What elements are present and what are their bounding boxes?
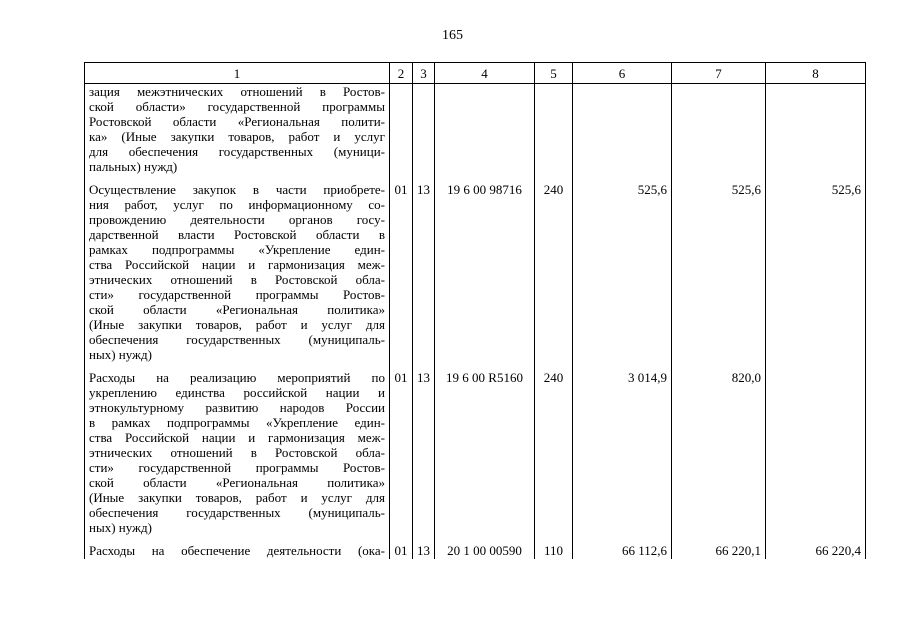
row-description — [85, 370, 390, 543]
subsection-code — [413, 84, 435, 183]
column-number-header-row — [85, 63, 866, 84]
expense-type-code: 240 — [535, 182, 573, 370]
description-line: ства Российской нации и гармонизация меж- — [89, 257, 385, 272]
description-line: (Иные закупки товаров, работ и услуг для — [89, 317, 385, 332]
row-description — [85, 543, 390, 559]
amount-year-3: 66 220,4 — [766, 543, 866, 559]
column-header-5: 5 — [535, 63, 573, 84]
amount-year-2 — [672, 84, 766, 183]
expense-type-code: 110 — [535, 543, 573, 559]
subsection-code: 13 — [413, 182, 435, 370]
description-line: Расходы на реализацию мероприятий по — [89, 370, 385, 385]
row-description — [85, 182, 390, 370]
description-line: Осуществление закупок в части приобрете- — [89, 182, 385, 197]
amount-year-3 — [766, 84, 866, 183]
amount-year-1: 3 014,9 — [573, 370, 672, 543]
description-line: ка» (Иные закупки товаров, работ и услуг — [89, 129, 385, 144]
amount-year-2: 66 220,1 — [672, 543, 766, 559]
budget-table — [84, 62, 866, 559]
description-line: этнокультурному развитию народов России — [89, 400, 385, 415]
section-code: 01 — [390, 543, 413, 559]
amount-year-2: 820,0 — [672, 370, 766, 543]
column-header-4: 4 — [435, 63, 535, 84]
amount-year-3 — [766, 370, 866, 543]
section-code: 01 — [390, 370, 413, 543]
amount-year-2: 525,6 — [672, 182, 766, 370]
description-line: обеспечения государственных (муниципаль- — [89, 505, 385, 520]
row-description — [85, 84, 390, 183]
section-code: 01 — [390, 182, 413, 370]
description-line: ния работ, услуг по информационному со- — [89, 197, 385, 212]
description-line: сти» государственной программы Ростов- — [89, 460, 385, 475]
amount-year-3: 525,6 — [766, 182, 866, 370]
subsection-code: 13 — [413, 370, 435, 543]
description-line: обеспечения государственных (муниципаль- — [89, 332, 385, 347]
description-line: дарственной власти Ростовской области в — [89, 227, 385, 242]
description-line: ных) нужд) — [89, 520, 152, 535]
description-line: сти» государственной программы Ростов- — [89, 287, 385, 302]
description-line: ных) нужд) — [89, 347, 152, 362]
amount-year-1 — [573, 84, 672, 183]
description-line: в рамках подпрограммы «Укрепление един- — [89, 415, 385, 430]
description-line: для обеспечения государственных (муници- — [89, 144, 385, 159]
column-header-2: 2 — [390, 63, 413, 84]
column-header-3: 3 — [413, 63, 435, 84]
amount-year-1: 525,6 — [573, 182, 672, 370]
description-line: провождению деятельности органов госу- — [89, 212, 385, 227]
target-article-code — [435, 84, 535, 183]
page-number: 165 — [442, 28, 463, 43]
expense-type-code — [535, 84, 573, 183]
table-row — [85, 182, 866, 370]
expense-type-code: 240 — [535, 370, 573, 543]
subsection-code: 13 — [413, 543, 435, 559]
section-code — [390, 84, 413, 183]
column-header-8: 8 — [766, 63, 866, 84]
description-line: Расходы на обеспечение деятельности (ока- — [89, 543, 385, 558]
table-row — [85, 370, 866, 543]
description-line: (Иные закупки товаров, работ и услуг для — [89, 490, 385, 505]
description-line: укреплению единства российской нации и — [89, 385, 385, 400]
column-header-6: 6 — [573, 63, 672, 84]
target-article-code: 19 6 00 R5160 — [435, 370, 535, 543]
description-line: ской области «Региональная политика» — [89, 302, 385, 317]
description-line: ства Российской нации и гармонизация меж- — [89, 430, 385, 445]
target-article-code: 19 6 00 98716 — [435, 182, 535, 370]
target-article-code: 20 1 00 00590 — [435, 543, 535, 559]
amount-year-1: 66 112,6 — [573, 543, 672, 559]
description-line: этнических отношений в Ростовской обла- — [89, 445, 385, 460]
description-line: пальных) нужд) — [89, 159, 178, 174]
description-line: этнических отношений в Ростовской обла- — [89, 272, 385, 287]
description-line: рамках подпрограммы «Укрепление един- — [89, 242, 385, 257]
description-line: зация межэтнических отношений в Ростов- — [89, 84, 385, 99]
description-line: Ростовской области «Региональная полити- — [89, 114, 385, 129]
table-row — [85, 84, 866, 183]
description-line: ской области «Региональная политика» — [89, 475, 385, 490]
column-header-1: 1 — [85, 63, 390, 84]
description-line: ской области» государственной программы — [89, 99, 385, 114]
column-header-7: 7 — [672, 63, 766, 84]
table-row — [85, 543, 866, 559]
